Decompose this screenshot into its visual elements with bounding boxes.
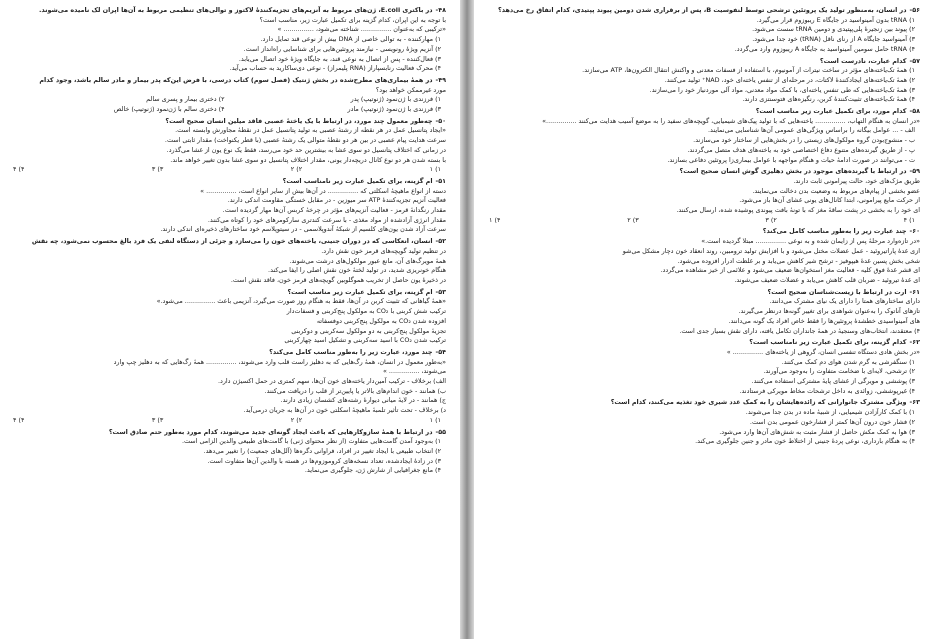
question-text: ارت در ارتباط با زیست‌شناسان صحیح است؟ [767, 287, 907, 296]
answer-option: ۳) فرزندی با ژن‌نمود (ژنوتیپ) مادر [347, 105, 441, 114]
question-line [484, 257, 920, 267]
answer-option: ۳) فعال‌کننده - پس از اتصال به نوعی قند، به جایگاه ویژهٔ خود اتصال می‌یابد. [238, 54, 441, 63]
question-line [8, 336, 446, 346]
question-stem [484, 227, 920, 237]
question-text: از حرکت مایع پیرامونی، ابتدا کانال‌های یونی غشای آن‌ها باز می‌شود. [739, 196, 920, 205]
answer-option: الف - ... عوامل بیگانه را براساس ویژگی‌های عمومی آن‌ها شناسایی می‌نمایند. [708, 126, 915, 135]
question-text: ویژگی مشترک جانوارانی که زائده‌هایشان را به کمک غدد شیری خود تغذیه می‌کنند، کدام است؟ [610, 398, 907, 407]
question-text: می‌شوند، ............... » [382, 367, 446, 376]
question-text: ازی غدهٔ پاراتیروئید - عمل عضلات مختل می‌شود و با افزایش تولید ترومبین، روند انعقاد خون دچار مشکل می‌شو [622, 246, 920, 255]
question-line [484, 177, 920, 187]
question-block [8, 237, 446, 286]
question-stem [8, 288, 446, 298]
answer-option: ۲) انتخاب طبیعی با ایجاد تغییر در افراد، فراوانی دگره‌ها (آلل‌های جمعیت) را تغییر می‌دهد. [203, 446, 441, 455]
question-line [8, 327, 446, 337]
question-line [8, 196, 446, 206]
question-text: تجزیهٔ مولکول پنج‌کربنی به دو مولکول سه‌کربنی و دوکربنی [291, 326, 446, 335]
question-line [8, 307, 446, 317]
question-text: ترکیب شش کربنی با CO₂ به مولکول پنج‌کربنی و فسفات‌دار [286, 307, 446, 316]
question-text: در تنظیم تولید گویچه‌های قرمز خون نقش دارد. [321, 246, 446, 255]
question-number: ۵۴- [435, 347, 446, 356]
question-text: در همهٔ بیماری‌های مطرح‌شده در بخش ژنتیک (فصل سوم) کتاب درسی، با فرض این‌که پدر بیمار و مادر سالم باشد، وجود کدام [39, 75, 433, 84]
answer-option: ۱) همهٔ تک‌یاخته‌های مؤثر در ساخت نیترات از آمونیوم، با استفاده از فسفات معدنی و واکنش انتقال الکترون‌ها، ATP می‌سازند. [582, 66, 915, 75]
question-line [484, 266, 920, 276]
question-text: ام گزینه، برای تکمیل عبارت زیر نامناسب است؟ [282, 176, 433, 185]
question-text: در زمانی که اختلاف پتانسیل دو سوی غشا به بیشترین حد خود می‌رسد، فقط یک نوع یون از غشا می‌گذرد. [166, 145, 446, 154]
question-line [8, 367, 446, 377]
question-line [8, 126, 446, 136]
answer-option: ۱) ۴ [903, 215, 915, 224]
question-line [8, 206, 446, 216]
question-line [8, 406, 446, 416]
question-text: های آمینواسیدی خطشدهٔ پروتئین‌ها را فقط خاص افراد یک گونه می‌دانند. [728, 316, 920, 325]
answer-option: ۱) فرزندی با ژن‌نمود (ژنوتیپ) پدر [350, 95, 441, 104]
question-stem [484, 107, 920, 117]
question-text: با بسته شدن هر دو نوع کانال دریچه‌دار یونی، مقدار اختلاف پتانسیل دو سوی غشا بدون تغییر خواهد ماند. [170, 155, 446, 164]
question-number: ۵۲- [435, 237, 446, 246]
question-text: فعالیت آنزیم تجزیه‌کنندهٔ ATP سر میوزین - در مقابل خستگی مقاومت اندکی دارند. [227, 196, 446, 205]
question-text: «در بخش هادی دستگاه تنفسی انسان، گروهی از یاخته‌های ............... » [726, 347, 920, 356]
question-number: ۵۵- [435, 427, 446, 436]
question-number: ۵۸- [909, 107, 920, 116]
question-text: ام گزینه، برای تکمیل عبارت زیر مناسب است؟ [287, 287, 433, 296]
question-text: «در انسان به هنگام التهاب، ............... یاخته‌هایی که با تولید پیک‌های شیمیایی، گویچه‌های سفید را به موضع آسیب هدایت می‌کنند ...............» [542, 116, 920, 125]
answer-option: ۴) مانع جغرافیایی از شارش ژن، جلوگیری می‌نماید. [304, 466, 441, 475]
question-line [484, 317, 920, 327]
answer-option: ۳) پوششی و مویرگی از غشای پایهٔ مشترکی استفاده می‌کنند. [751, 377, 915, 386]
answer-option: ۳) همهٔ تک‌یاخته‌هایی که طی تنفس یاخته‌ای، با کمک مواد معدنی، مواد آلی موردنیاز خود را می‌سازند. [649, 85, 915, 94]
question-line [8, 187, 446, 197]
answer-option: ۲) پیوند بین زنجیرهٔ پلی‌پپتیدی و دومین tRNA سست می‌شود. [752, 25, 915, 34]
question-text: با توجه به این اپران، کدام گزینه برای تکمیل عبارت زیر، مناسب است؟ [259, 15, 446, 24]
question-text: «ترکیبی که به‌عنوان ............... شناخته می‌شود، ............... » [277, 25, 446, 34]
question-stem [8, 348, 446, 358]
question-block [484, 107, 920, 165]
question-number: ۶۳- [909, 398, 920, 407]
question-line [484, 187, 920, 197]
question-line [8, 358, 446, 368]
question-line [8, 146, 446, 156]
answer-option: ۴) tRNA حامل سومین آمینواسید به جایگاه A ریبوزوم وارد می‌گردد. [734, 44, 915, 53]
question-number: ۵۷- [909, 56, 920, 65]
answer-option: ۳) در زادهٔ ایجادشده، تعداد نسخه‌های کروموزوم‌ها در هسته با والدین آن‌ها متفاوت است. [207, 456, 441, 465]
question-stem [484, 167, 920, 177]
question-line [8, 156, 446, 166]
question-text: سرعت آزاد شدن یون‌های کلسیم از شبکهٔ آندوپلاسمی - در سیتوپلاسم خود ساختارهای ذخیره‌ای اندکی دارند. [160, 225, 446, 234]
question-text: مقدار رنگدانهٔ قرمز - فعالیت آنزیم‌های مؤثر در چرخهٔ کربس آن‌ها مهار گردیده است. [222, 206, 446, 215]
question-text: د) برخلاف - تحت تأثیر تلمبهٔ ماهیچهٔ اسکلتی خون در آن‌ها به جریان درمی‌آید. [243, 406, 446, 415]
answer-options-row [484, 216, 920, 226]
question-text: در انسان، به‌منظور تولید یک پروتئین ترشحی توسط لنفوسیت B، پس از برقراری شدن دومین پیوند پپتیدی، کدام اتفاق رخ می‌دهد؟ [498, 6, 907, 14]
answer-option: ۲) آنزیم ویژهٔ رونویسی - نیازمند پروتئین‌هایی برای شناسایی راه‌انداز است. [243, 44, 441, 53]
question-stem [484, 288, 920, 298]
answer-option: ۳) ۳ [151, 415, 164, 424]
question-text: دسته از انواع ماهیچهٔ اسکلتی که ............... در آن‌ها بیش از سایر انواع است، ............... » [200, 186, 446, 195]
question-block [8, 117, 446, 175]
left-page [0, 0, 460, 639]
question-text: ای غدهٔ تیروئید - ضربان قلب کاهش می‌یابد و عضلات ضعیف می‌شوند. [734, 275, 920, 284]
answer-option: ۴) همهٔ تک‌یاخته‌های تثبیت‌کنندهٔ کربن، رنگیزه‌های فتوسنتزی دارند. [742, 95, 915, 104]
answer-option: ۳) آمینواسید جایگاه A از رنای ناقل (tRNA) خود جدا می‌شود. [752, 35, 915, 44]
question-stem [484, 338, 920, 348]
question-text: هنگام خونریزی شدید، در تولید لختهٔ خون نقش اصلی را ایفا می‌کند. [268, 266, 446, 275]
question-text: ۴) معتقدند، انتخاب‌های وسنجیهٔ در همهٔ جانداران تکامل یافته، دارای نقش بسیار جدی است. [679, 326, 920, 335]
question-text: مقدار انرژی آزادشده از مواد مغذی - با سرعت کندتری سارکومرهای خود را کوتاه می‌کنند. [207, 215, 446, 224]
question-line [484, 327, 920, 337]
question-line [484, 206, 920, 216]
question-line [8, 266, 446, 276]
question-block [8, 76, 446, 115]
answer-option: ۴) محرک فعالیت رنابسپاراز (RNA پلیمراز) - نوعی دی‌ساکارید به حساب می‌آید. [229, 64, 441, 73]
question-line [8, 136, 446, 146]
answer-option: ۱) سنگفرشی به گرم شدن هوای دم کمک می‌کنند. [781, 357, 915, 366]
question-text: کدام گزینه، برای تکمیل عبارت زیر نامناسب است؟ [749, 338, 907, 347]
question-line [8, 297, 446, 307]
question-stem [8, 237, 446, 247]
question-line [484, 297, 920, 307]
question-stem [484, 57, 920, 67]
answer-options-grid [8, 95, 446, 114]
answer-option: ۴) ۱ [489, 215, 501, 224]
question-text: ای قشر غدهٔ فوق کلیه - فعالیت مغز استخوان‌ها ضعیف می‌شود و علائمی از خیز مشاهده می‌گردد. [660, 266, 920, 275]
answer-option: ت - می‌توانند در صورت ادامهٔ حیات و هنگام مواجهه با عوامل بیماری‌زا پروتئین دفاعی بسازند. [667, 155, 915, 164]
question-text: ترکیب شدن CO₂ با اسید سه‌کربنی و تشکیل اسید چهارکربنی [284, 336, 446, 345]
answer-option: ۲) دختری بیمار و پسری سالم [146, 95, 225, 104]
question-block [484, 6, 920, 55]
question-text: الف) برخلاف - ترکیب آمین‌دار یاخته‌های خون آن‌ها، سهم کمتری در حمل اکسیژن دارد. [217, 377, 446, 386]
question-block [484, 398, 920, 447]
question-block [484, 227, 920, 285]
right-page [474, 0, 932, 639]
question-stem [484, 398, 920, 408]
question-line [484, 237, 920, 247]
answer-option: ۲) فشار خون درون آن‌ها کمتر از فشارخون عمومی بدن است. [749, 417, 915, 426]
question-stem [8, 76, 446, 86]
book-gutter [460, 0, 474, 639]
question-text: سرعت هدایت پیام عصبی در بین هر دو نقطهٔ متوالی یک رشتهٔ عصبی (با قطر یکنواخت) مقدار ثابتی است. [164, 136, 446, 145]
question-text: انسان، انعکاسی که در دوران جنینی، یاخته‌های خون را می‌سازد و جزئی از دستگاه لنفی یک فرد بالغ محسوب نمی‌شود، چه نقش [31, 237, 433, 246]
question-number: ۶۲- [909, 338, 920, 347]
question-block [8, 348, 446, 426]
question-text: کدام مورد، برای تکمیل عبارت زیر مناسب است؟ [755, 107, 907, 116]
answer-option: ۲) ۲ [290, 415, 303, 424]
answer-option: ۲) همهٔ تک‌یاخته‌های ایجادکنندهٔ لاکتات، در مرحله‌ای از تنفس یاخته‌ای خود، NAD⁺ تولید می‌کنند. [664, 75, 915, 84]
question-text: عضو بخشی از پیام‌های مربوط به وضعیت بدن دخالت می‌نمایند. [752, 186, 920, 195]
answer-options-row [8, 165, 446, 175]
question-line [8, 377, 446, 387]
question-text: طریق مژک‌های خود، حالت پیرامونی ثابت دارند. [793, 176, 920, 185]
question-text: ای خود را به بخشی در پشت ساقهٔ مغز که با تونهٔ بافت پیوندی پوشیده شده، ارسال می‌کنند. [676, 206, 920, 215]
question-text: ب) همانند - خون اندام‌های بالاتر یا پایین‌تر از قلب را دریافت می‌کنند. [264, 386, 446, 395]
question-text: تازهای آناتوک را به‌عنوان شواهدی برای تغییر گونه‌ها درنظر می‌گیرند. [738, 307, 920, 316]
question-gap [8, 476, 446, 478]
question-text: چند عبارت زیر را به‌طور مناسب کامل می‌کند؟ [762, 227, 907, 236]
question-block [8, 6, 446, 74]
question-line [8, 86, 446, 96]
question-line [484, 307, 920, 317]
answer-option: ۱) tRNA بدون آمینواسید در جایگاه E ریبوزوم قرار می‌گیرد. [756, 15, 915, 24]
question-block [484, 338, 920, 396]
question-line [8, 25, 446, 35]
question-number: ۴۸- [435, 6, 446, 14]
answer-option: ۲) ۲ [290, 165, 303, 174]
question-text: در باکتری E.coli، ژن‌های مربوط به آنزیم‌های تجزیه‌کنندهٔ لاکتوز و توالی‌های تنظیمی مربوط به آن‌ها اپران لک نامیده می‌شوند. [38, 6, 433, 14]
question-line [8, 257, 446, 267]
answer-option: ۱) با کمک کارآزادن شیمیایی، از شبیهٔ ماده در بدن جدا می‌شوند. [745, 408, 915, 417]
question-line [484, 276, 920, 286]
question-text: مورد غیرممکن خواهد بود؟ [375, 85, 446, 94]
answer-option: ۱) ۱ [429, 415, 441, 424]
question-text: چه‌طور معمول چند مورد، در ارتباط با یک یاختهٔ عصبی فاقد میلین انسان صحیح است؟ [165, 116, 433, 125]
question-text: «همهٔ گیاهانی که تثبیت کربن در آن‌ها، فقط به هنگام روز صورت می‌گیرد، آنزیمی باعث ............... می‌شود.» [156, 297, 446, 306]
question-block [484, 167, 920, 225]
answer-option: پ - از طریق گیرنده‌های متنوع دفاع اختصاصی خود به یاخته‌های هدف متصل می‌گردند. [687, 145, 915, 154]
question-line [8, 276, 446, 286]
question-number: ۶۱- [909, 287, 920, 296]
question-text: شخی بخش پسین غدهٔ هیپوفیز - ترشح شیر کاهش می‌یابد و بر غلظت ادرار افزوده می‌شود. [677, 256, 920, 265]
question-block [484, 57, 920, 106]
question-text: «ایجاد پتانسیل عمل در هر نقطه از رشتهٔ عصبی به تولید پتانسیل عمل در نقطهٔ مجاورش وابسته است. [175, 126, 446, 135]
question-stem [8, 6, 446, 16]
question-text: «به‌طور معمول در انسان، همهٔ رگ‌هایی که به دهلیز راست قلب وارد می‌شوند، ............... همهٔ رگ‌هایی که به دهلیز چپ وارد [113, 357, 446, 366]
question-block [8, 428, 446, 477]
question-text: دارای ساختارهای همتا را دارای یک نیای مشترک می‌دانند. [769, 297, 920, 306]
question-text: افزوده شدن CO₂ به مولکول پنج‌کربنی دوفسفاته [316, 316, 446, 325]
answer-option: ۳) ۳ [151, 165, 164, 174]
answer-option: ۲) ترشحی، لایه‌ای با ضخامت متفاوت را به‌وجود می‌آورند. [763, 367, 915, 376]
question-text: کدام عبارت، نادرست است؟ [819, 56, 907, 65]
question-number: ۵۶- [909, 6, 920, 14]
question-line [484, 247, 920, 257]
question-line [484, 348, 920, 358]
answer-option: ب - منشوج‌بودن گروه مولکول‌های زیستی را در بخش‌هایی از ساختار خود می‌سازند. [693, 136, 915, 145]
question-text: چند مورد، عبارت زیر را به‌طور مناسب کامل می‌کند؟ [269, 347, 433, 356]
question-text: در ذخیرهٔ یون حاصل از تخریب هموگلوبین گویچه‌های قرمز خون، فاقد نقش است. [230, 275, 446, 284]
question-number: ۶۰- [909, 227, 920, 236]
question-text: «در تازه‌وارد مرحلهٔ پس از زایمان شده و به نوعی ............... مبتلا گردیده است.» [701, 237, 920, 246]
question-block [8, 177, 446, 235]
question-stem [8, 177, 446, 187]
answer-options-row [8, 416, 446, 426]
question-stem [8, 428, 446, 438]
question-gap [484, 447, 920, 449]
question-line [8, 317, 446, 327]
question-block [484, 288, 920, 337]
question-line [8, 387, 446, 397]
question-text: ج) همانند - در لایهٔ میانی دیوارهٔ رشته‌های کشسان زیادی دارند. [280, 396, 446, 405]
answer-option: ۱) ۱ [429, 165, 441, 174]
question-number: ۵۱- [435, 176, 446, 185]
question-number: ۵۹- [909, 167, 920, 176]
answer-option: ۳) هوا به کمک مکش حاصل از فشار مثبت به شش‌های آن‌ها وارد می‌شود. [719, 427, 915, 436]
question-line [484, 196, 920, 206]
answer-option: ۴) ۴ [13, 165, 25, 174]
question-line [484, 117, 920, 127]
question-line [8, 247, 446, 257]
question-line [8, 225, 446, 235]
question-line [8, 396, 446, 406]
question-number: ۴۹- [435, 75, 446, 84]
answer-option: ۴) غیرپوششی، زوائدی به داخل ترشحات مخاط مویرکی فرستادند. [739, 386, 915, 395]
question-block [8, 288, 446, 346]
question-text: در ارتباط با گیرنده‌های موجود در بخش دهلیزی گوش انسان صحیح است؟ [679, 167, 907, 176]
answer-option: ۲) ۳ [765, 215, 777, 224]
question-text: در ارتباط با همهٔ سازوکارهایی که باعث ایجاد گونه‌ای جدید می‌شوند، کدام مورد به‌طور حتم صادق است؟ [108, 427, 433, 436]
answer-option: ۳) ۲ [627, 215, 639, 224]
question-text: همهٔ مویرگ‌های آن، مانع عبور مولکول‌های درشت می‌شوند. [289, 256, 446, 265]
answer-option: ۴) دختری سالم با ژن‌نمود (ژنوتیپ) خالص [113, 105, 225, 114]
question-stem [484, 6, 920, 16]
answer-option: ۴) ۴ [13, 415, 25, 424]
question-number: ۵۰- [435, 116, 446, 125]
question-line [8, 216, 446, 226]
answer-option: ۴) به هنگام بارداری، نوعی پردهٔ جنینی از اختلاط خون مادر و جنین جلوگیری می‌کند. [695, 437, 915, 446]
question-number: ۵۳- [435, 287, 446, 296]
answer-option: ۱) مهارکننده - به توالی خاصی از DNA بیش از نوعی قند تمایل دارد. [260, 35, 441, 44]
question-line [8, 16, 446, 26]
question-stem [8, 117, 446, 127]
answer-option: ۱) به‌وجود آمدن گامت‌هایی متفاوت (از نظر محتوای ژنی) با گامت‌های طبیعی والدین الزامی است. [182, 437, 441, 446]
